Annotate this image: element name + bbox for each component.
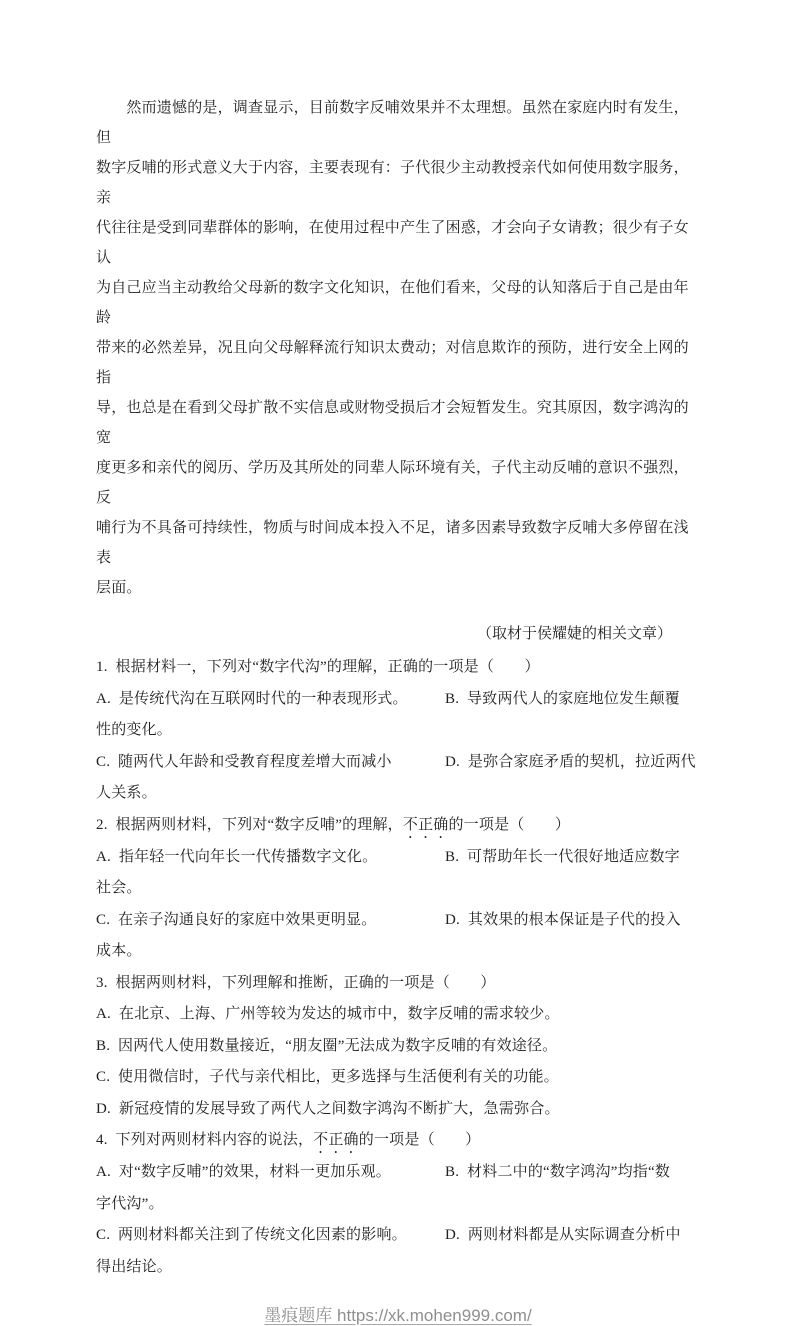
question-text: B. 因两代人使用数量接近，“朋友圈”无法成为数字反哺的有效途径。 [96, 1037, 558, 1054]
option-text: D. 其效果的根本保证是子代的投入 [445, 911, 681, 928]
passage [96, 93, 700, 603]
question-text: 1. 根据材料一，下列对“数字代沟”的理解，正确的一项是（ ） [96, 659, 540, 675]
option-continuation [96, 873, 700, 905]
option-text: B. 导致两代人的家庭地位发生颠覆 [445, 690, 680, 707]
question-text: 的一项是（ ） [358, 1132, 481, 1148]
attribution: （取材于侯耀婕的相关文章） [476, 626, 672, 642]
passage-line: 数字反哺的形式意义大于内容，主要表现有：子代很少主动教授亲代如何使用数字服务，亲 [96, 160, 689, 206]
question-text: 得出结论。 [96, 1258, 173, 1275]
question-4-stem [96, 1125, 700, 1157]
question-1-stem [96, 652, 700, 684]
passage-line: 哺行为不具备可持续性，物质与时间成本投入不足，诸多因素导致数字反哺大多停留在浅表 [96, 520, 689, 566]
passage-line: 度更多和亲代的阅历、学历及其所处的同辈人际环境有关，子代主动反哺的意识不强烈，反 [96, 460, 689, 506]
option-row [96, 747, 700, 779]
question-text: 成本。 [96, 943, 142, 959]
footer [96, 1301, 700, 1326]
question-text: A. 在北京、上海、广州等较为发达的城市中，数字反哺的需求较少。 [96, 1006, 560, 1022]
option-text: B. 可帮助年长一代很好地适应数字 [445, 848, 680, 865]
option-continuation [96, 1031, 700, 1063]
option-continuation [96, 1252, 700, 1284]
passage-line: 导，也总是在看到父母扩散不实信息或财物受损后才会短暂发生。究其原因，数字鸿沟的宽 [96, 400, 689, 446]
option-row [96, 905, 700, 937]
option-row [96, 1220, 700, 1252]
option-text: C. 两则材料都关注到了传统文化因素的影响。 [96, 1227, 407, 1243]
emphasized-text: 不正确 [313, 1132, 359, 1148]
option-row [96, 684, 700, 716]
question-text: 性的变化。 [96, 722, 173, 738]
question-text: 2. 根据两则材料，下列对“数字反哺”的理解， [96, 816, 403, 833]
option-text: D. 是弥合家庭矛盾的契机，拉近两代 [445, 753, 696, 770]
option-row [96, 842, 700, 874]
option-continuation [96, 1094, 700, 1126]
option-continuation [96, 999, 700, 1031]
passage-line: 然而遗憾的是，调查显示，目前数字反哺效果并不太理想。虽然在家庭内时有发生，但 [96, 100, 689, 146]
question-text: 人关系。 [96, 785, 157, 801]
emphasized-text: 不正确 [402, 816, 449, 833]
question-text: 社会。 [96, 880, 142, 896]
option-row [96, 1157, 700, 1189]
passage-line: 代往往是受到同辈群体的影响，在使用过程中产生了困惑，才会向子女请教；很少有子女认 [96, 220, 689, 266]
option-text: A. 指年轻一代向年长一代传播数字文化。 [96, 848, 378, 865]
question-2-stem [96, 810, 700, 842]
passage-line: 为自己应当主动教给父母新的数字文化知识，在他们看来，父母的认知落后于自己是由年龄 [96, 280, 689, 326]
question-text: D. 新冠疫情的发展导致了两代人之间数字鸿沟不断扩大，急需弥合。 [96, 1100, 560, 1117]
passage-line: 带来的必然差异，况且向父母解释流行知识太费动；对信息欺诈的预防，进行安全上网的指 [96, 340, 689, 386]
passage-line: 层面。 [96, 580, 142, 596]
option-continuation [96, 1062, 700, 1094]
option-text: C. 随两代人年龄和受教育程度差增大而减小 [96, 753, 392, 770]
option-text: B. 材料二中的“数字鸿沟”均指“数 [445, 1164, 671, 1180]
question-text: C. 使用微信时，子代与亲代相比，更多选择与生活便利有关的功能。 [96, 1069, 559, 1085]
option-continuation [96, 778, 700, 810]
option-text: D. 两则材料都是从实际调查分析中 [445, 1227, 681, 1243]
option-text: A. 是传统代沟在互联网时代的一种表现形式。 [96, 690, 408, 707]
option-text: C. 在亲子沟通良好的家庭中效果更明显。 [96, 911, 377, 928]
option-text: A. 对“数字反哺”的效果，材料一更加乐观。 [96, 1164, 391, 1180]
questions-section [96, 652, 700, 1283]
question-text: 字代沟”。 [96, 1195, 164, 1212]
question-text: 4. 下列对两则材料内容的说法， [96, 1132, 314, 1148]
option-continuation [96, 936, 700, 968]
question-text: 3. 根据两则材料，下列理解和推断，正确的一项是（ ） [96, 974, 496, 991]
question-text: 的一项是（ ） [448, 816, 571, 833]
option-continuation [96, 715, 700, 747]
footer-site-link[interactable]: 墨痕题库 https://xk.mohen999.com/ [264, 1306, 532, 1325]
option-continuation [96, 1189, 700, 1221]
question-3-stem [96, 968, 700, 1000]
